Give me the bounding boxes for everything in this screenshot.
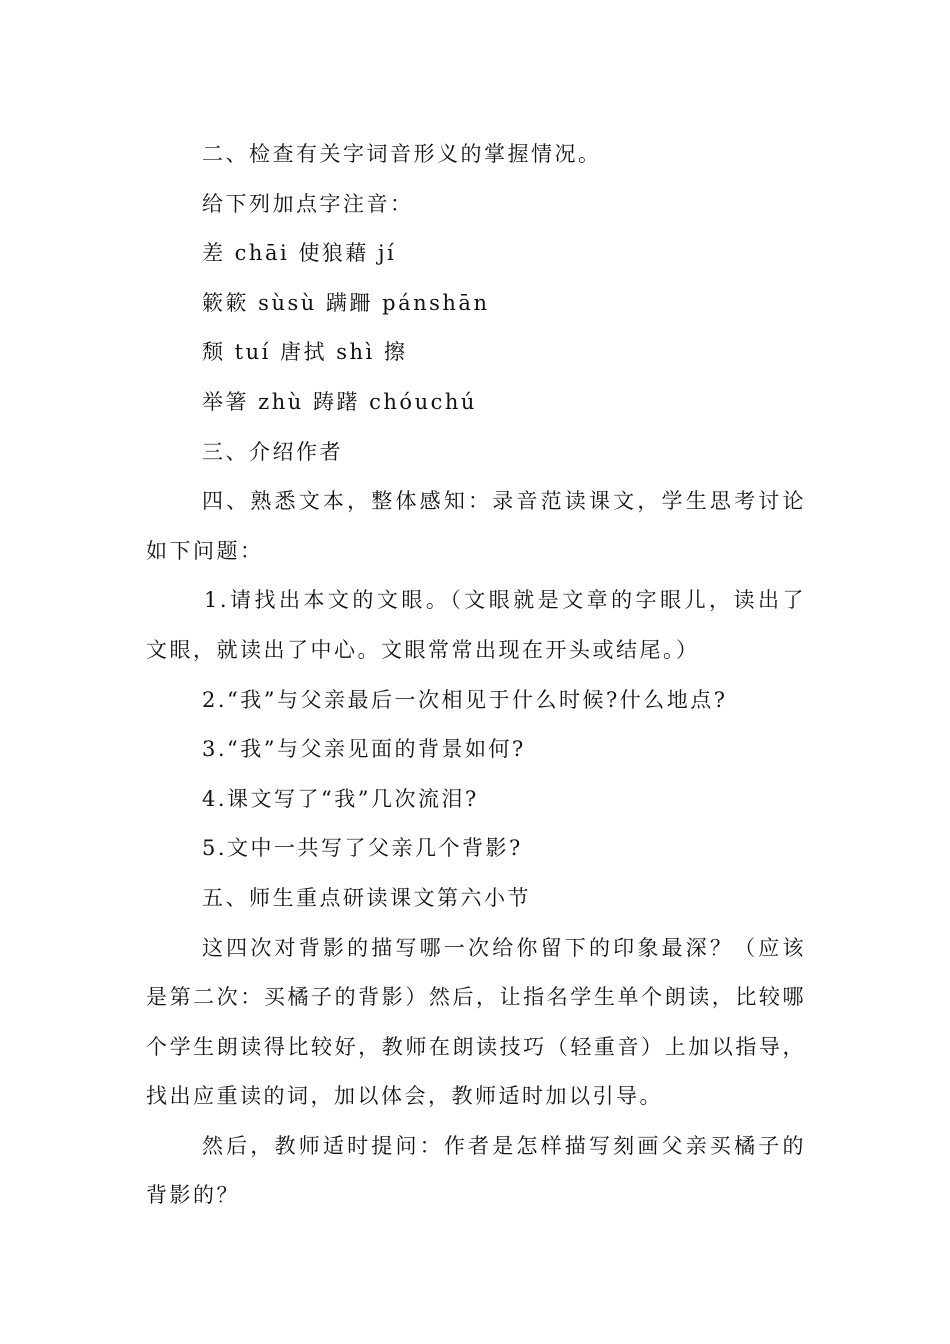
section-heading-3: 三、介绍作者 — [202, 439, 343, 464]
section-heading-4: 四、熟悉文本，整体感知：录音范读课文，学生思考讨论如下问题： — [146, 489, 806, 563]
section-heading-5: 五、师生重点研读课文第六小节 — [202, 885, 531, 910]
pinyin-line-4: 举箸 zhù 踌躇 chóuchú — [202, 389, 477, 414]
pinyin-line-3: 颓 tuí 唐拭 shì 擦 — [202, 340, 408, 365]
question-2: 2.“我”与父亲最后一次相见于什么时候?什么地点? — [202, 687, 728, 712]
question-1: 1.请找出本文的文眼。（文眼就是文章的字眼儿，读出了文眼，就读出了中心。文眼常常出现在开头或结尾。） — [146, 588, 806, 662]
body-paragraph-1: 这四次对背影的描写哪一次给你留下的印象最深？（应该是第二次：买橘子的背影）然后，让指名学生单个朗读，比较哪个学生朗读得比较好，教师在朗读技巧（轻重音）上加以指导，找出应重读的词，加以体会，教师适时加以引导。 — [146, 935, 806, 1109]
pinyin-line-1: 差 chāi 使狼藉 jí — [202, 241, 397, 266]
question-5: 5.文中一共写了父亲几个背影? — [202, 836, 523, 861]
section-heading-2: 二、检查有关字词音形义的掌握情况。 — [202, 142, 602, 166]
document-body — [146, 130, 806, 1221]
pinyin-line-2: 簌簌 sùsù 蹒跚 pánshān — [202, 290, 490, 315]
instruction-text: 给下列加点字注音： — [202, 191, 414, 216]
body-paragraph-2: 然后，教师适时提问：作者是怎样描写刻画父亲买橘子的背影的？ — [146, 1133, 806, 1208]
question-4: 4.课文写了“我”几次流泪? — [202, 786, 479, 811]
question-3: 3.“我”与父亲见面的背景如何? — [202, 737, 526, 762]
